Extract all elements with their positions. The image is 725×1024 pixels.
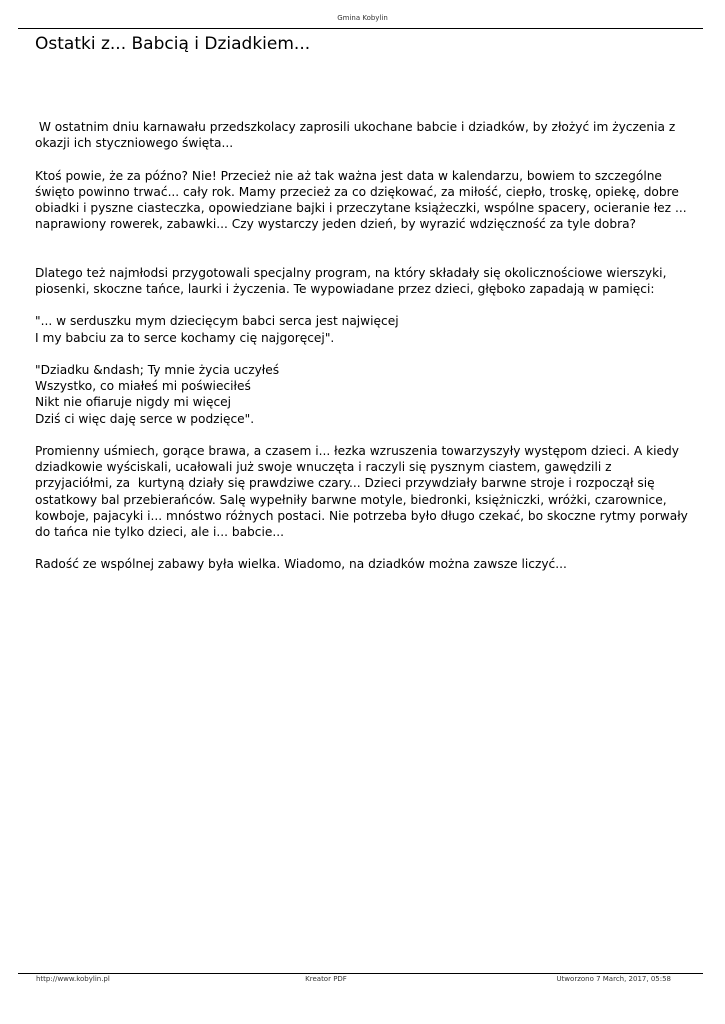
poem-line: I my babciu za to serce kochamy cię najgoręcej". [35,330,335,345]
footer-url-link[interactable]: http://www.kobylin.pl [36,975,110,983]
footer-generator: Kreator PDF [305,975,347,983]
paragraph-why: Ktoś powie, że za późno? Nie! Przecież nie aż tak ważna jest data w kalendarzu, bowiem to szczególne święto powinno trwać... cały rok. Mamy przecież za co dziękować, za miłość, ciepło, troskę, opiekę, dobre obiadki i pyszne ciasteczka, opowiedziane bajki i przeczytane książeczki, wspólne spacery, ocieranie łez ... naprawiony rowerek, zabawki... Czy wystarczy jeden dzień, by wyrazić wdzięczność za tyle dobra? [35,168,687,232]
header-divider [18,28,703,29]
spacer [35,249,690,265]
poem-line: Dziś ci więc daję serce w podzięce". [35,411,255,426]
poem-line: "... w serduszku mym dziecięcym babci serca jest najwięcej [35,314,399,329]
article-title: Ostatki z... Babcią i Dziadkiem... [35,34,311,54]
paragraph-program: Dlatego też najmłodsi przygotowali specjalny program, na który składały się okolicznościowe wierszyki, piosenki, skoczne tańce, laurki i życzenia. Te wypowiadane przez dzieci, głęboko zapadają w pamięci: [35,265,667,296]
page-header-site-name: Gmina Kobylin [337,14,388,22]
footer-created-date: Utworzono 7 March, 2017, 05:58 [556,975,671,983]
paragraph-intro: W ostatnim dniu karnawału przedszkolacy zaprosili ukochane babcie i dziadków, by złożyć im życzenia z okazji ich styczniowego święta... [35,120,680,151]
paragraph-closing: Radość ze wspólnej zabawy była wielka. Wiadomo, na dziadków można zawsze liczyć... [35,557,567,572]
poem-grandpa [35,362,690,427]
poem-line: Wszystko, co miałeś mi poświeciłeś [35,379,251,394]
paragraph-party: Promienny uśmiech, gorące brawa, a czasem i... łezka wzruszenia towarzyszyły występom dzieci. A kiedy dziadkowie wyściskali, ucałowali już swoje wnuczęta i raczyli się pysznym ciastem, gawędzili z przyjaciółmi, za kurtyną działy się prawdziwe czary... Dzieci przywdziały barwne stroje i rozpoczął się ostatkowy bal przebierańców. Salę wypełniły barwne motyle, biedronki, księżniczki, wróżki, czarownice, kowboje, pajacyki i... mnóstwo różnych postaci. Nie potrzeba było długo czekać, bo skoczne rytmy porwały do tańca nie tylko dzieci, ale i... babcie... [35,443,692,539]
footer-divider [18,973,703,974]
article-body [35,119,690,589]
poem-line: "Dziadku &ndash; Ty mnie życia uczyłeś [35,362,280,377]
poem-line: Nikt nie ofiaruje nigdy mi więcej [35,395,232,410]
poem-grandma [35,313,690,345]
